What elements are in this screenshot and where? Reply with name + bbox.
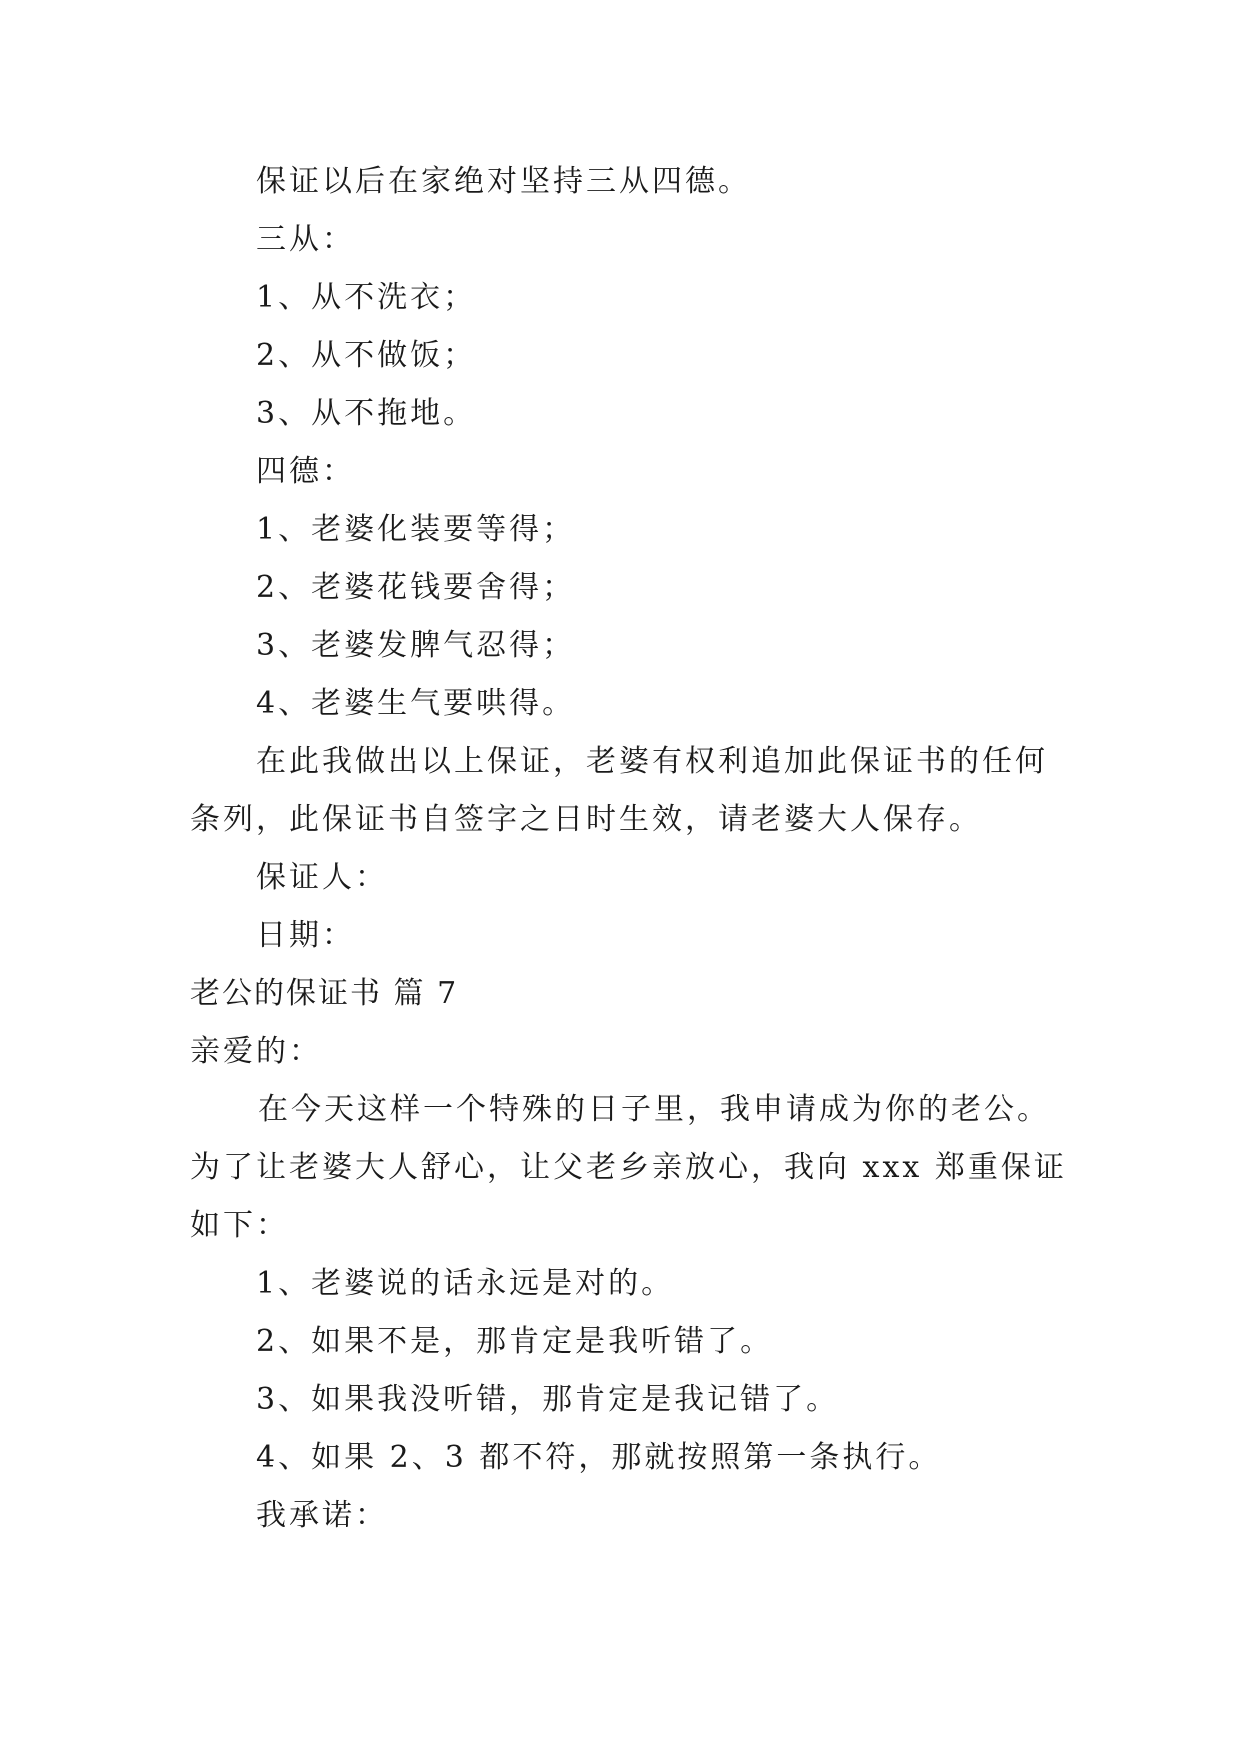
- closing-line: 条列，此保证书自签字之日时生效，请老婆大人保存。: [190, 802, 982, 837]
- list-item: 3、如果我没听错，那肯定是我记错了。: [256, 1382, 840, 1417]
- section-heading: 老公的保证书 篇 7: [190, 976, 459, 1011]
- list-item: 3、老婆发脾气忍得；: [256, 628, 576, 663]
- date-label: 日期：: [256, 918, 355, 953]
- list-item: 2、老婆花钱要舍得；: [256, 570, 576, 605]
- list-item: 4、老婆生气要哄得。: [256, 686, 576, 721]
- list-item: 4、如果 2、3 都不符，那就按照第一条执行。: [256, 1440, 942, 1475]
- list-item: 1、老婆说的话永远是对的。: [256, 1266, 675, 1301]
- list-item: 3、从不拖地。: [256, 396, 477, 431]
- side-label: 四德：: [256, 454, 355, 489]
- list-item: 2、从不做饭；: [256, 338, 477, 373]
- list-item: 1、老婆化装要等得；: [256, 512, 576, 547]
- paragraph-line: 在今天这样一个特殊的日子里，我申请成为你的老公。: [258, 1092, 1050, 1127]
- sancong-label: 三从：: [256, 222, 355, 257]
- list-item: 2、如果不是，那肯定是我听错了。: [256, 1324, 774, 1359]
- closing-line: 在此我做出以上保证，老婆有权利追加此保证书的任何: [256, 744, 1048, 779]
- intro-line: 保证以后在家绝对坚持三从四德。: [256, 164, 751, 199]
- promise-label: 我承诺：: [256, 1498, 388, 1533]
- paragraph-line: 如下：: [190, 1208, 289, 1243]
- salutation: 亲爱的：: [190, 1034, 322, 1069]
- paragraph-line: 为了让老婆大人舒心，让父老乡亲放心，我向 xxx 郑重保证: [190, 1150, 1067, 1185]
- guarantor-label: 保证人：: [256, 860, 388, 895]
- list-item: 1、从不洗衣；: [256, 280, 477, 315]
